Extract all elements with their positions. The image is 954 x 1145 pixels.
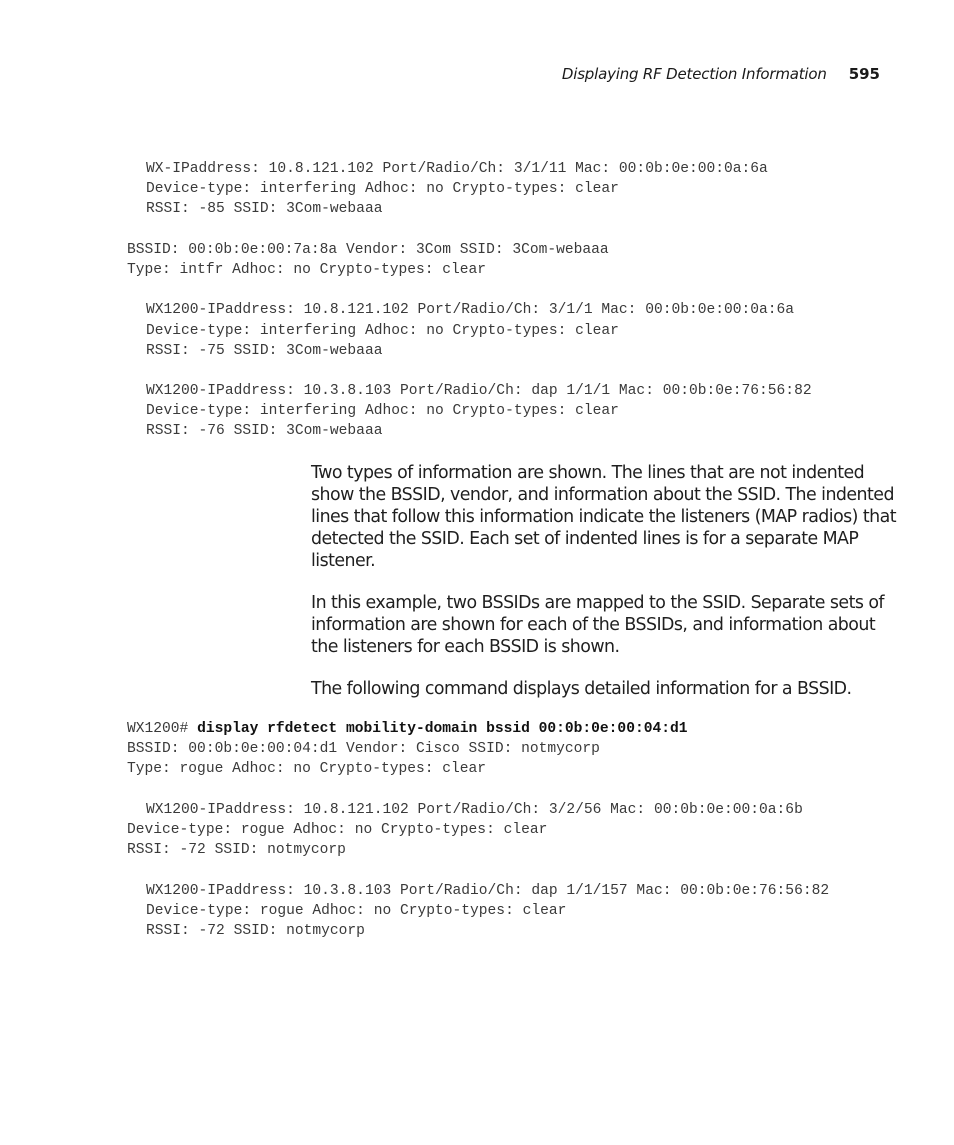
code-line: BSSID: 00:0b:0e:00:04:d1 Vendor: Cisco SSID: notmycorp <box>127 741 600 758</box>
cli-prompt: WX1200# <box>127 721 198 737</box>
code-line: Device-type: interfering Adhoc: no Crypto-types: clear <box>146 403 619 420</box>
page-number: 595 <box>848 65 880 83</box>
code-line: RSSI: -72 SSID: notmycorp <box>146 922 365 939</box>
running-header <box>562 65 880 83</box>
cli-output-block-2 <box>127 719 829 941</box>
code-line: Type: rogue Adhoc: no Crypto-types: clear <box>127 761 487 778</box>
code-line: WX1200-IPaddress: 10.8.121.102 Port/Radio/Ch: 3/2/56 Mac: 00:0b:0e:00:0a:6b <box>146 801 803 818</box>
code-line: RSSI: -76 SSID: 3Com-webaaa <box>146 423 383 440</box>
body-paragraph: The following command displays detailed information for a BSSID. <box>311 679 852 699</box>
code-line: Type: intfr Adhoc: no Crypto-types: clear <box>127 261 487 278</box>
code-line: BSSID: 00:0b:0e:00:7a:8a Vendor: 3Com SSID: 3Com-webaaa <box>127 241 609 258</box>
body-paragraph: In this example, two BSSIDs are mapped to the SSID. Separate sets of information are shown for each of the BSSIDs, and information about the listeners for each BSSID is shown. <box>311 593 884 657</box>
command-line <box>127 719 829 739</box>
code-line: RSSI: -75 SSID: 3Com-webaaa <box>146 342 383 359</box>
code-line: Device-type: rogue Adhoc: no Crypto-types: clear <box>146 902 567 919</box>
section-title: Displaying RF Detection Information <box>561 65 827 83</box>
code-line: WX1200-IPaddress: 10.3.8.103 Port/Radio/Ch: dap 1/1/157 Mac: 00:0b:0e:76:56:82 <box>146 882 830 899</box>
code-line: Device-type: rogue Adhoc: no Crypto-types: clear <box>127 821 548 838</box>
code-line: WX-IPaddress: 10.8.121.102 Port/Radio/Ch: 3/1/11 Mac: 00:0b:0e:00:0a:6a <box>146 161 768 177</box>
code-line: RSSI: -72 SSID: notmycorp <box>127 842 346 859</box>
body-paragraph: Two types of information are shown. The lines that are not indented show the BSSID, vendor, and information about the SSID. The indented lines that follow this information indicate the listeners (MAP radios) that detected the SSID. Each set of indented lines is for a separate MAP listener. <box>311 463 897 571</box>
code-line: WX1200-IPaddress: 10.3.8.103 Port/Radio/Ch: dap 1/1/1 Mac: 00:0b:0e:76:56:82 <box>146 383 812 400</box>
cli-command: display rfdetect mobility-domain bssid 00:0b:0e:00:04:d1 <box>197 721 688 737</box>
code-line: Device-type: interfering Adhoc: no Crypto-types: clear <box>146 181 619 198</box>
code-line: WX1200-IPaddress: 10.8.121.102 Port/Radio/Ch: 3/1/1 Mac: 00:0b:0e:00:0a:6a <box>146 302 795 319</box>
cli-output-block-1 <box>127 159 812 442</box>
code-line: Device-type: interfering Adhoc: no Crypto-types: clear <box>146 322 619 339</box>
code-line: RSSI: -85 SSID: 3Com-webaaa <box>146 201 383 218</box>
